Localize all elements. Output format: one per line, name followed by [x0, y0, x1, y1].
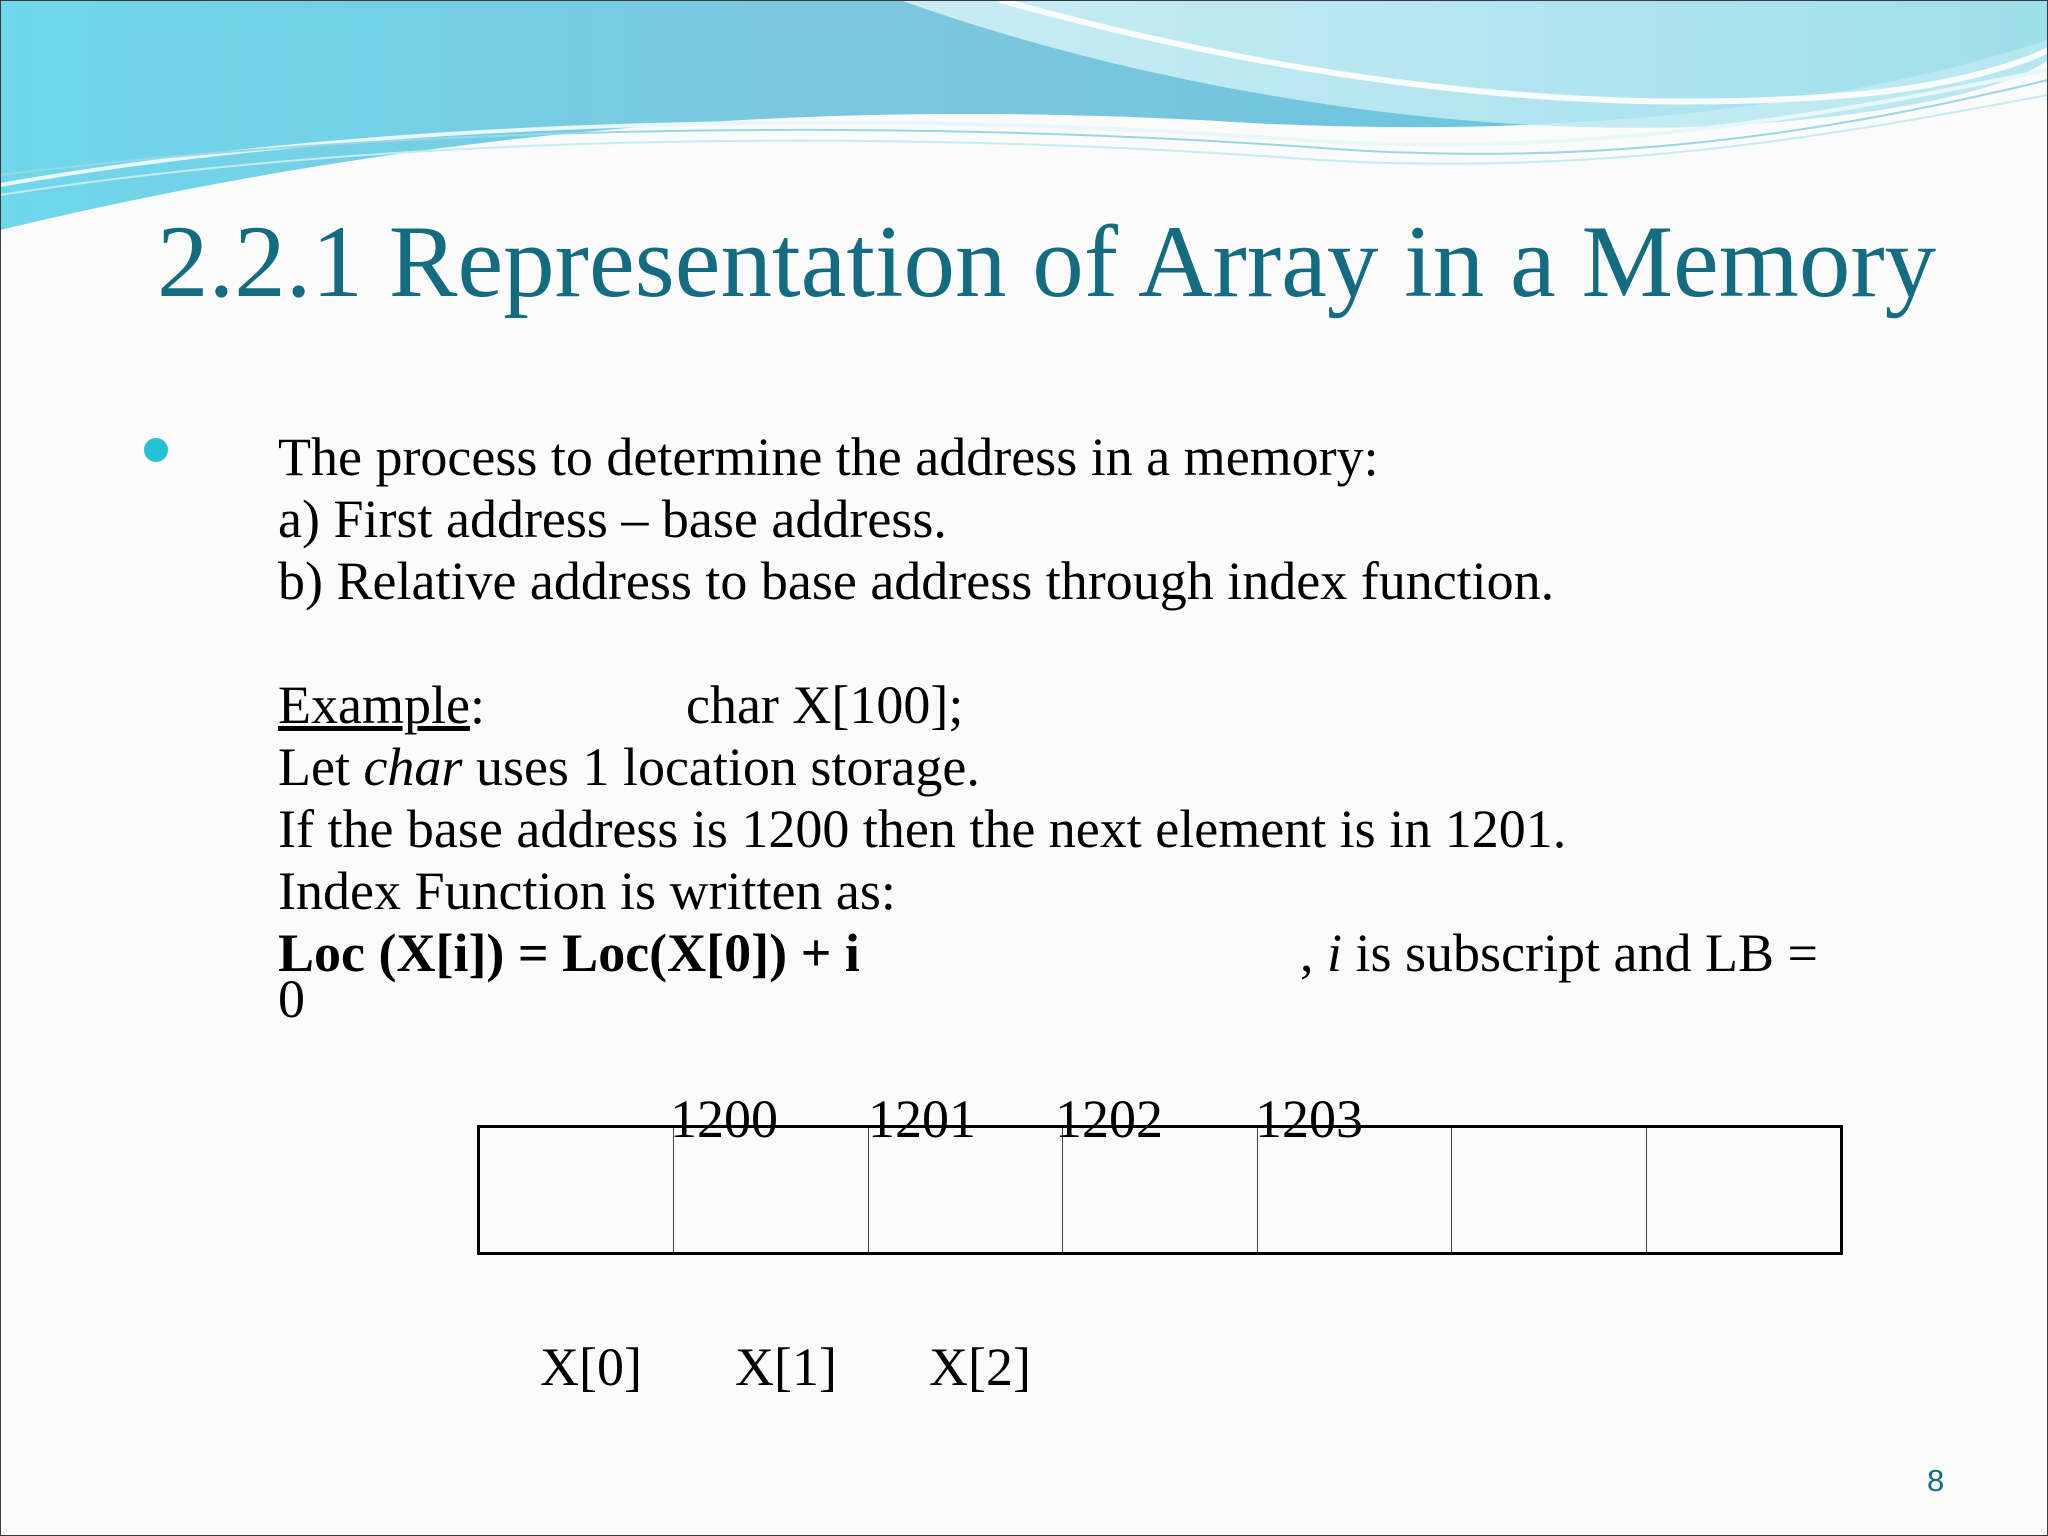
formula-note-comma: ,	[1300, 923, 1327, 983]
intro-text: The process to determine the address in a memory:	[278, 427, 1379, 487]
element-label: X[0]	[540, 1337, 642, 1397]
example-colon: :	[469, 675, 485, 735]
address-label: 1203	[1255, 1089, 1363, 1149]
formula-note-wrap: 0	[278, 969, 305, 1029]
example-code: char X[100];	[686, 675, 964, 735]
let-char: char	[363, 737, 463, 797]
let-prefix: Let	[278, 737, 364, 797]
memory-cell	[1452, 1128, 1646, 1252]
index-intro-line: Index Function is written as:	[278, 861, 896, 921]
example-line	[278, 676, 485, 735]
memory-cell	[1647, 1128, 1840, 1252]
let-suffix: uses 1 location storage.	[462, 737, 980, 797]
slide-title: 2.2.1 Representation of Array in a Memory	[157, 205, 1937, 319]
bullet-icon	[144, 438, 168, 462]
formula-note-rest: is subscript and LB =	[1342, 923, 1818, 983]
address-label: 1201	[868, 1089, 976, 1149]
base-address-line: If the base address is 1200 then the next element is in 1201.	[278, 799, 1567, 859]
step-b-text: b) Relative address to base address through index function.	[278, 551, 1555, 611]
address-label: 1202	[1055, 1089, 1163, 1149]
memory-cell	[480, 1128, 674, 1252]
let-line	[278, 738, 980, 797]
header-wave-decoration	[0, 0, 2048, 240]
element-label: X[2]	[929, 1337, 1031, 1397]
formula-note	[1300, 924, 1818, 983]
step-a-text: a) First address – base address.	[278, 489, 947, 549]
formula-note-i: i	[1327, 923, 1343, 983]
address-label: 1200	[670, 1089, 778, 1149]
page-number: 8	[1927, 1463, 1945, 1498]
example-label: Example	[278, 675, 470, 735]
index-formula: Loc (X[i]) = Loc(X[0]) + i	[278, 923, 860, 983]
element-label: X[1]	[735, 1337, 837, 1397]
